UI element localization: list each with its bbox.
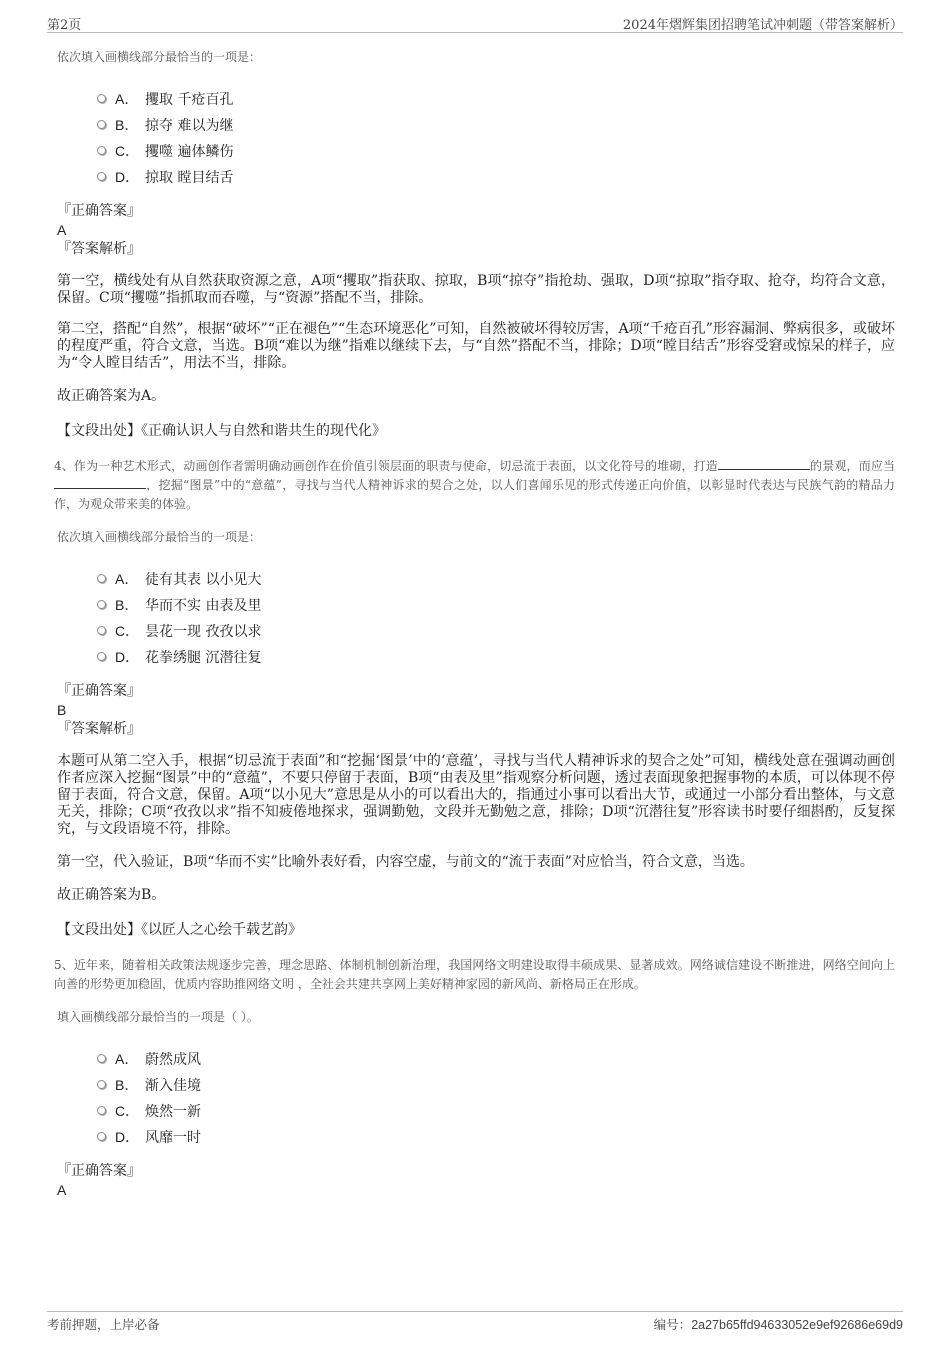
q5-prompt: 填入画横线部分最恰当的一项是（ ）。	[57, 1010, 259, 1024]
q3-analysis-para-2: 第二空，搭配“自然”，根据“破坏”“正在褪色”“生态环境恶化”可知，自然被破坏得较厉害，A项“千疮百孔”形容漏洞、弊病很多，或破坏的程度严重，符合文意，当选。B项“难以为继”指难以继续下去，与“自然”搭配不当，排除；D项“瞠目结舌”形容受窘或惊呆的样子，应为“令人瞠目结舌”，用法不当，排除。	[57, 321, 895, 371]
q3-option-c[interactable]	[97, 141, 895, 167]
option-key: B．	[115, 1077, 139, 1093]
q4-answer-label: 『正确答案』	[57, 683, 141, 699]
radio-button-icon[interactable]	[97, 600, 106, 609]
document-body	[54, 48, 895, 1199]
option-key: A．	[115, 91, 139, 107]
option-text: 攫取 千疮百孔	[145, 92, 234, 108]
q3-prompt: 依次填入画横线部分最恰当的一项是：	[57, 50, 262, 64]
q3-answer-label: 『正确答案』	[57, 203, 141, 219]
option-key: D．	[115, 649, 140, 665]
q5-option-d[interactable]	[97, 1127, 895, 1153]
q3-source: 【文段出处】《正确认识人与自然和谐共生的现代化》	[57, 423, 386, 439]
radio-button-icon[interactable]	[97, 172, 106, 181]
option-text: 焕然一新	[145, 1104, 201, 1120]
q5-option-a[interactable]	[97, 1049, 895, 1075]
q4-option-c[interactable]	[97, 621, 895, 647]
option-text: 攫噬 遍体鳞伤	[145, 144, 234, 160]
q5-options	[97, 1049, 895, 1153]
radio-button-icon[interactable]	[97, 146, 106, 155]
radio-button-icon[interactable]	[97, 574, 106, 583]
option-key: C．	[115, 623, 140, 639]
radio-button-icon[interactable]	[97, 1106, 106, 1115]
q4-option-d[interactable]	[97, 647, 895, 673]
q4-text-part-2: 的景观，而应当	[809, 459, 895, 473]
q3-analysis-label: 『答案解析』	[57, 241, 141, 257]
q5-answer-label: 『正确答案』	[57, 1163, 141, 1179]
option-text: 昙花一现 孜孜以求	[145, 624, 262, 640]
document-code	[654, 1315, 903, 1333]
q4-text-part-3: ，挖掘“图景”中的“意蕴”，寻找与当代人精神诉求的契合之处，以人们喜闻乐见的形式传递正向价值，以彰显时代表达与民族气韵的精品力作，为观众带来美的体验。	[54, 478, 895, 511]
option-text: 渐入佳境	[145, 1078, 201, 1094]
q4-answer: B	[57, 702, 67, 718]
q3-analysis-para-1: 第一空，横线处有从自然获取资源之意，A项“攫取”指获取、掠取，B项“掠夺”指抢劫、强取，D项“掠取”指夺取、抢夺，均符合文意，保留。C项“攫噬”指抓取而吞噬，与“资源”搭配不当，排除。	[57, 273, 895, 306]
q5-answer: A	[57, 1182, 67, 1198]
radio-button-icon[interactable]	[97, 626, 106, 635]
option-key: B．	[115, 117, 139, 133]
option-key: C．	[115, 1103, 140, 1119]
page-footer	[47, 1311, 903, 1334]
q3-option-d[interactable]	[97, 167, 895, 193]
option-key: D．	[115, 1129, 140, 1145]
option-text: 掠取 瞠目结舌	[145, 170, 234, 186]
page-number: 第2页	[47, 18, 82, 33]
q3-options	[97, 89, 895, 193]
option-text: 蔚然成风	[145, 1052, 201, 1068]
q3-answer: A	[57, 222, 67, 238]
q4-option-a[interactable]	[97, 569, 895, 595]
q5-option-c[interactable]	[97, 1101, 895, 1127]
option-text: 风靡一时	[145, 1130, 201, 1146]
q4-analysis-label: 『答案解析』	[57, 721, 141, 737]
code-label: 编号：	[653, 1317, 692, 1332]
radio-button-icon[interactable]	[97, 94, 106, 103]
q5-option-b[interactable]	[97, 1075, 895, 1101]
option-key: A．	[115, 571, 139, 587]
footer-slogan: 考前押题，上岸必备	[47, 1317, 160, 1332]
radio-button-icon[interactable]	[97, 652, 106, 661]
q4-source: 【文段出处】《以匠人之心绘千载艺韵》	[57, 922, 302, 938]
fill-blank	[54, 477, 146, 489]
q4-text-part-1: 4、作为一种艺术形式，动画创作者需明确动画创作在价值引领层面的职责与使命，切忌流于表面，以文化符号的堆砌，打造	[54, 459, 718, 473]
option-key: D．	[115, 169, 140, 185]
q4-analysis-para-2: 第一空，代入验证，B项“华而不实”比喻外表好看，内容空虚，与前文的“流于表面”对应恰当，符合文意，当选。	[57, 854, 754, 870]
option-key: A．	[115, 1051, 139, 1067]
radio-button-icon[interactable]	[97, 120, 106, 129]
q4-analysis-para-3: 故正确答案为B。	[57, 887, 166, 903]
page-header	[47, 12, 903, 33]
q4-option-b[interactable]	[97, 595, 895, 621]
radio-button-icon[interactable]	[97, 1080, 106, 1089]
q5-question-text: 5、近年来，随着相关政策法规逐步完善，理念思路、体制机制创新治理，我国网络文明建设取得丰硕成果、显著成效。网络诚信建设不断推进，网络空间向上向善的形势更加稳固，优质内容助推网络文明 ，全社会共建共享网上美好精神家园的新风尚、新格局正在形成。	[54, 958, 895, 991]
q4-prompt: 依次填入画横线部分最恰当的一项是：	[57, 530, 262, 544]
fill-blank	[718, 458, 810, 470]
option-text: 华而不实 由表及里	[145, 598, 262, 614]
q3-analysis-para-3: 故正确答案为A。	[57, 388, 166, 404]
option-text: 掠夺 难以为继	[145, 118, 234, 134]
option-text: 花拳绣腿 沉潜往复	[145, 650, 262, 666]
option-key: C．	[115, 143, 140, 159]
q3-option-a[interactable]	[97, 89, 895, 115]
q4-analysis-para-1: 本题可从第二空入手，根据“切忌流于表面”和“挖掘‘图景’中的‘意蕴’，寻找与当代人精神诉求的契合之处”可知，横线处意在强调动画创作者应深入挖掘“图景”中的“意蕴”，不要只停留于表面，B项“由表及里”指观察分析问题，透过表面现象把握事物的本质，可以体现不停留于表面，符合文意，保留。A项“以小见大”意思是从小的可以看出大的，指通过小事可以看出大节，或通过一小部分看出整体，与文意无关，排除；C项“孜孜以求”指不知疲倦地探求，强调勤勉，文段并无勤勉之意，排除；D项“沉潜往复”形容读书时要仔细斟酌，反复探究，与文段语境不符，排除。	[57, 753, 895, 837]
code-value: 2a27b65ffd94633052e9ef92686e69d9	[691, 1318, 903, 1332]
q4-question-text	[54, 457, 895, 514]
q3-option-b[interactable]	[97, 115, 895, 141]
document-title: 2024年熠辉集团招聘笔试冲刺题（带答案解析）	[622, 18, 903, 33]
option-text: 徒有其表 以小见大	[145, 572, 262, 588]
q4-options	[97, 569, 895, 673]
option-key: B．	[115, 597, 139, 613]
radio-button-icon[interactable]	[97, 1132, 106, 1141]
radio-button-icon[interactable]	[97, 1054, 106, 1063]
